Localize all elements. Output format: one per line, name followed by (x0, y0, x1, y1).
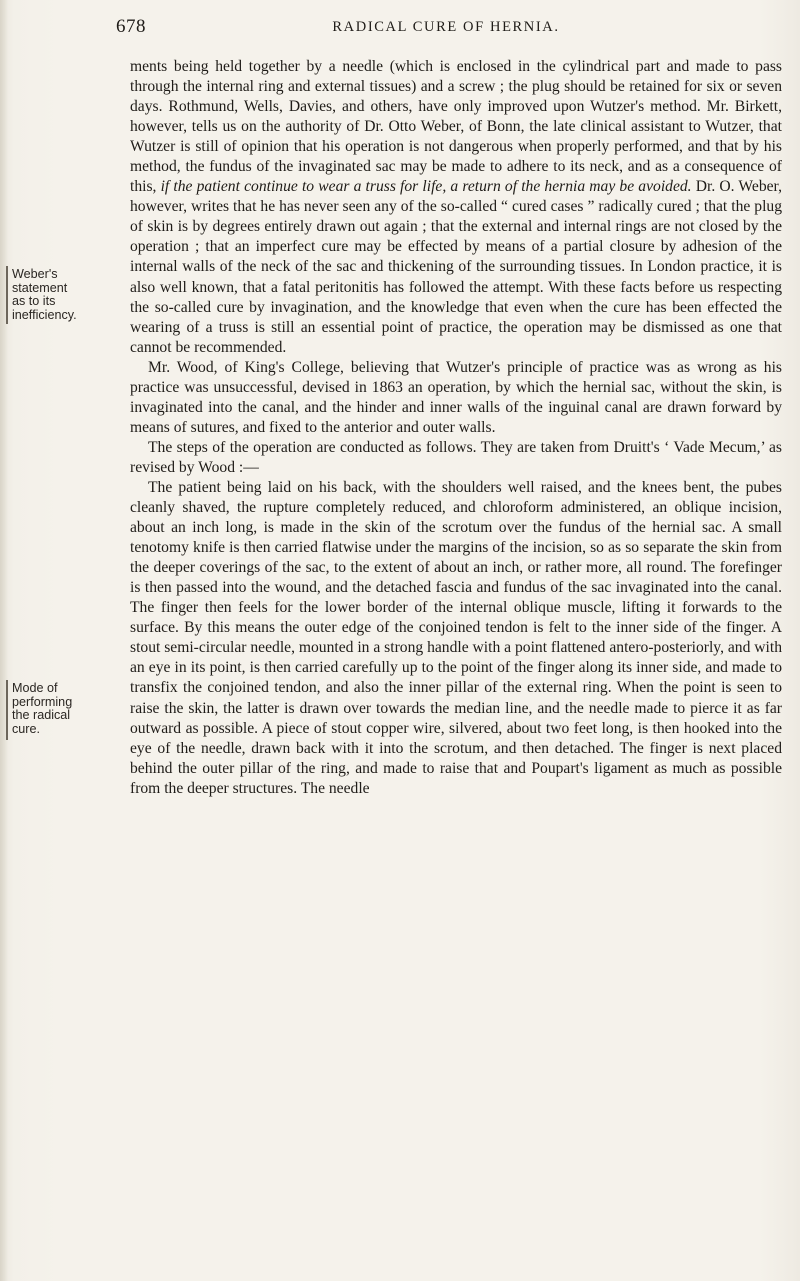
sidenote-line: Weber's (12, 267, 58, 281)
sidenote-line: cure. (12, 721, 40, 736)
sidenote-line: Mode of (12, 681, 58, 695)
paragraph-text: ments being held together by a needle (which is enclosed in the cylindrical part and made to pass through the internal ring and external tissues) and a screw ; the plug should be retained for six or seven days. Rothmund, Wells, Davies, and others, have only improved upon Wutzer's method. Mr. Birkett, however, tells us on the authority of Dr. Otto Weber, of Bonn, the late clinical assistant to Wutzer, that Wutzer is still of opinion that his operation is not dangerous when properly performed, and that by his method, the fundus of the invaginated sac may be made to adhere to its neck, and as a consequence of this, (130, 58, 782, 196)
sidenote-line: statement (12, 280, 68, 295)
paragraph-wutzer (130, 57, 782, 358)
sidenote-bar-mode (6, 680, 8, 740)
sidenote-mode-of-performing (12, 682, 116, 736)
running-head: RADICAL CURE OF HERNIA. (332, 19, 560, 35)
italic-phrase: if the patient continue to wear a truss for life, a return of the hernia may be avoided. (160, 178, 692, 196)
sidenote-weber-statement (12, 268, 116, 322)
paragraph-text: Dr. O. Weber, however, writes that he has never seen any of the so-called “ cured cases ” radically cured ; that the plug of skin is by degrees entirely drawn out again ; that the external and internal rings are not closed by the operation ; that an imperfect cure may be effected by means of a partial closure by adhesion of the internal walls of the neck of the sac and thickening of the surrounding tissues. In London practice, it is also well known, that a fatal peritonitis has followed the attempt. With these facts before us respecting the so-called cure by invagination, and the knowledge that even when the cure has been effected the wearing of a truss is still an essential point of practice, the operation may be dismissed as one that cannot be recommended. (130, 178, 783, 356)
sidenote-line: the radical (12, 708, 71, 723)
sidenote-bar-weber (6, 266, 8, 324)
page-header (116, 16, 776, 42)
gutter-shadow (0, 0, 8, 1281)
page-number: 678 (116, 16, 146, 37)
paragraph-wood-operation: Mr. Wood, of King's College, believing that Wutzer's principle of practice was as wrong as his practice was unsuccessful, devised in 1863 an operation, by which the hernial sac, without the skin, is invaginated into the canal, and the hinder and inner walls of the inguinal canal are drawn forward by means of sutures, and fixed to the anterior and outer walls. (130, 358, 782, 436)
sidenote-line: as to its (12, 294, 56, 309)
body-text (130, 57, 782, 799)
paragraph-procedure: The patient being laid on his back, with the shoulders well raised, and the knees bent, the pubes cleanly shaved, the rupture completely reduced, and chloroform administered, an oblique incision, about an inch long, is made in the skin of the scrotum over the fundus of the hernial sac. A small tenotomy knife is then carried flatwise under the margins of the incision, so as so separate the skin from the deeper coverings of the sac, to the extent of about an inch, or rather more, all round. The forefinger is then passed into the wound, and the detached fascia and fundus of the sac invaginated into the canal. The finger then feels for the lower border of the internal oblique muscle, lifting it forwards to the surface. By this means the outer edge of the conjoined tendon is felt to the inner side of the finger. A stout semi-circular needle, mounted in a strong handle with a point flattened antero-posteriorly, and with an eye in its point, is then carried carefully up to the point of the finger along its inner side, and made to transfix the conjoined tendon, and also the inner pillar of the external ring. When the point is seen to raise the skin, the latter is drawn over towards the median line, and the needle made to pierce it as far outward as possible. A piece of stout copper wire, silvered, about two feet long, is then hooked into the eye of the needle, drawn back with it into the scrotum, and then detached. The finger is next placed behind the outer pillar of the ring, and made to raise that and Poupart's ligament as much as possible from the deeper structures. The needle (130, 478, 783, 797)
sidenote-line: performing (12, 694, 73, 709)
sidenote-line: inefficiency. (12, 307, 77, 322)
paragraph-steps-intro: The steps of the operation are conducted as follows. They are taken from Druitt's ‘ Vade Mecum,’ as revised by Wood :— (130, 438, 782, 476)
